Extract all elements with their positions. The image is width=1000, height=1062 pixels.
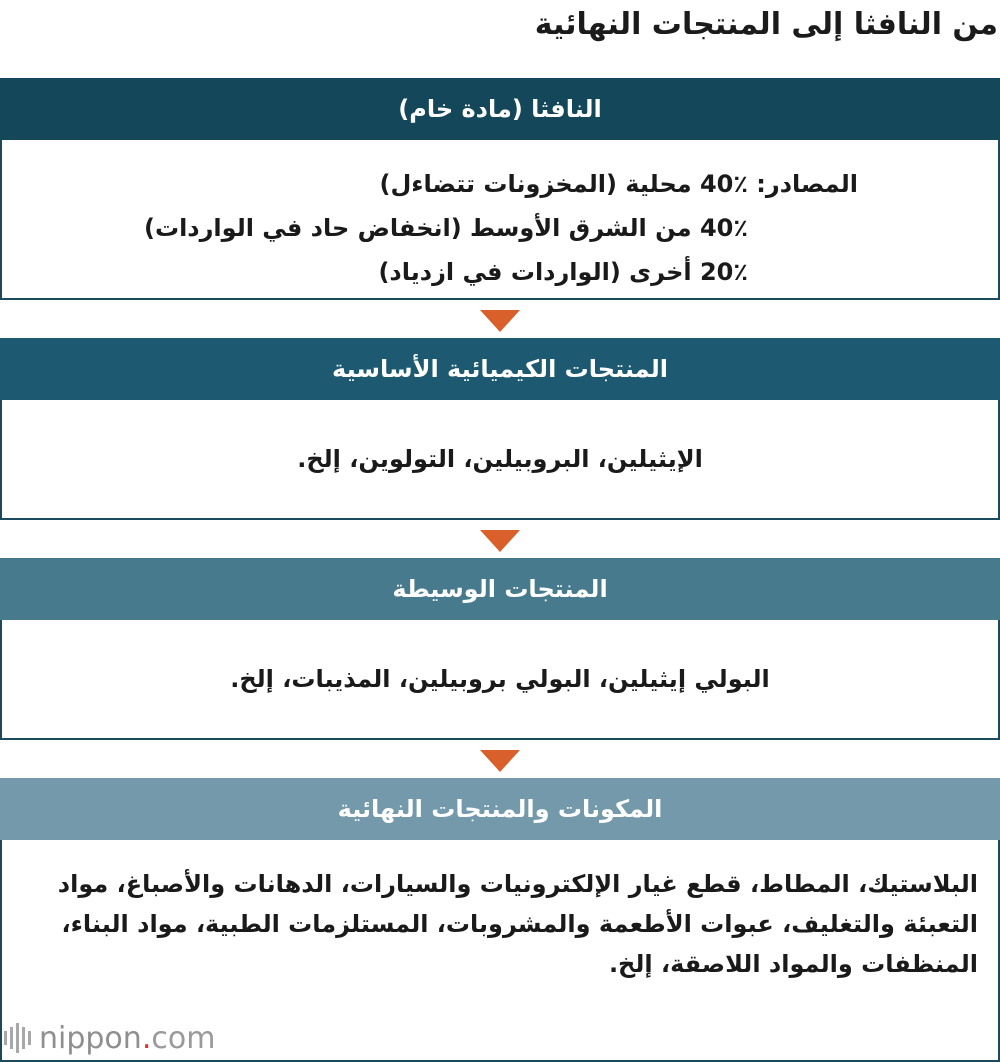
sources-label-spacer [748,206,858,250]
stage-body: البولي إيثيلين، البولي بروبيلين، المذيبات، إلخ. [0,620,1000,740]
stage-body: الإيثيلين، البروبيلين، التولوين، إلخ. [0,400,1000,520]
stage-heading: المكونات والمنتجات النهائية [0,778,1000,840]
sources-list [144,162,858,294]
logo-dot: . [141,1020,152,1056]
down-arrow-icon [480,530,520,552]
down-arrow-icon [480,310,520,332]
stage-intermediate-products [0,558,1000,740]
stage-body: البلاستيك، المطاط، قطع غيار الإلكترونيات والسيارات، الدهانات والأصباغ، مواد التعبئة والتغليف، عبوات الأطعمة والمشروبات، المستلزمات الطبية، مواد البناء، المنظفات والمواد اللاصقة، إلخ. [0,840,1000,1062]
logo-tld: com [151,1020,216,1056]
stage-basic-chemicals [0,338,1000,520]
sources-label: المصادر: [756,170,858,198]
source-line: 40٪ من الشرق الأوسط (انخفاض حاد في الواردات) [143,214,748,242]
stage-naphtha [0,78,1000,300]
page-title: من النافثا إلى المنتجات النهائية [534,7,998,42]
sources-row [144,250,858,294]
logo-mark-icon [4,1023,31,1053]
nippon-logo [4,1016,215,1060]
down-arrow-icon [480,750,520,772]
logo-name: nippon [39,1020,142,1056]
stage-body [0,140,1000,300]
sources-row [144,206,858,250]
source-line: 40٪ محلية (المخزونات تتضاءل) [379,170,748,198]
sources-label-spacer [748,250,858,294]
stage-heading: المنتجات الوسيطة [0,558,1000,620]
stage-heading: المنتجات الكيميائية الأساسية [0,338,1000,400]
stage-heading: النافثا (مادة خام) [0,78,1000,140]
source-line: 20٪ أخرى (الواردات في ازدياد) [378,258,748,286]
sources-row [144,162,858,206]
